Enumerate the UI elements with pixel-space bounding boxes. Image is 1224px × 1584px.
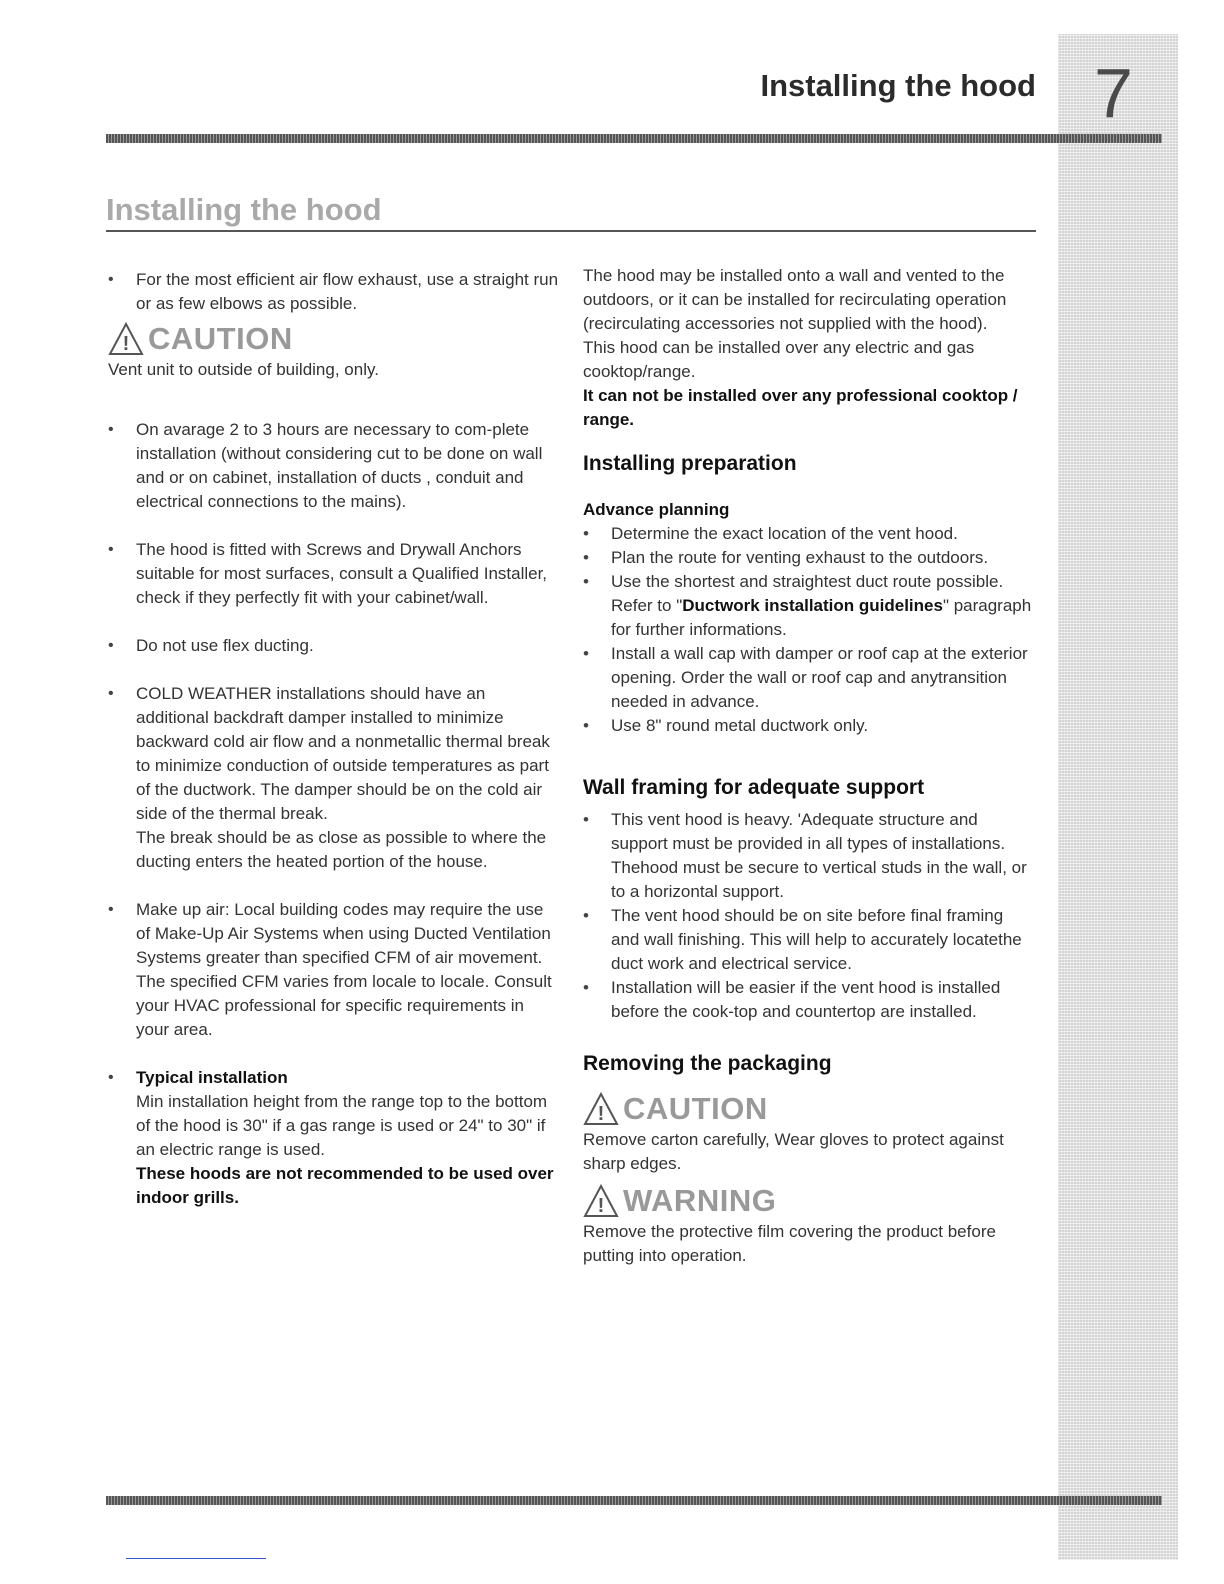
list-item: • For the most efficient air flow exhaust, use a straight run or as few elbows as possible. bbox=[108, 268, 560, 316]
list-item: • This vent hood is heavy. 'Adequate structure and support must be provided in all types of installations. Thehood must be secure to vertical studs in the wall, or to a horizontal support. bbox=[583, 808, 1035, 904]
list-item bbox=[108, 682, 560, 874]
wall-framing-heading: Wall framing for adequate support bbox=[583, 776, 925, 799]
list-item-text: Refer to " bbox=[611, 596, 683, 615]
typical-installation-heading: • Typical installation bbox=[136, 1068, 288, 1087]
grill-warning-text: These hoods are not recommended to be used over indoor grills. bbox=[136, 1164, 554, 1207]
removing-packaging-heading: Removing the packaging bbox=[583, 1052, 832, 1075]
left-column bbox=[108, 268, 560, 1234]
list-item: • Install a wall cap with damper or roof cap at the exterior opening. Order the wall or roof cap and anytransition needed in advance. bbox=[583, 642, 1035, 714]
list-item-text: Use the shortest and straightest duct route possible. bbox=[611, 572, 1004, 591]
caution-text: Vent unit to outside of building, only. bbox=[108, 360, 379, 379]
list-item: • Installation will be easier if the vent hood is installed before the cook-top and countertop are installed. bbox=[583, 976, 1035, 1024]
intro-text: This hood can be installed over any electric and gas cooktop/range. bbox=[583, 338, 975, 381]
page-number: 7 bbox=[1094, 54, 1133, 132]
top-rule bbox=[106, 134, 1162, 143]
warning-triangle-icon bbox=[583, 1092, 619, 1126]
header-title: Installing the hood bbox=[760, 68, 1036, 103]
list-item-text: " paragraph for further informations. bbox=[611, 596, 1032, 639]
warning-text: Remove the protective film covering the product before putting into operation. bbox=[583, 1222, 996, 1265]
bottom-rule bbox=[106, 1496, 1162, 1505]
list-item: • Use 8" round metal ductwork only. bbox=[583, 714, 1035, 738]
intro-bold-text: It can not be installed over any professional cooktop / range. bbox=[583, 386, 1018, 429]
installing-preparation-heading: Installing preparation bbox=[583, 452, 797, 475]
warning-triangle-icon bbox=[583, 1184, 619, 1218]
caution-label: CAUTION bbox=[148, 321, 293, 356]
caution-block bbox=[108, 322, 560, 356]
list-item-text: Min installation height from the range top to the bottom of the hood is 30" if a gas range is used or 24" to 30" if an electric range is used. bbox=[136, 1092, 548, 1159]
warning-block bbox=[583, 1184, 1035, 1218]
list-item-text: COLD WEATHER installations should have an additional backdraft damper installed to minimize backward cold air flow and a nonmetallic thermal break to minimize conduction of outside temperatures as part of the ductwork. The damper should be on the cold air side of the thermal break. bbox=[136, 684, 550, 823]
caution-block bbox=[583, 1092, 1035, 1126]
caution-text: Remove carton carefully, Wear gloves to protect against sharp edges. bbox=[583, 1130, 1004, 1173]
intro-text: The hood may be installed onto a wall and vented to the outdoors, or it can be installed for recirculating operation (recirculating accessories not supplied with the hood). bbox=[583, 266, 1007, 333]
list-item: • The vent hood should be on site before final framing and wall finishing. This will help to accurately locatethe duct work and electrical service. bbox=[583, 904, 1035, 976]
footer-link-line bbox=[126, 1558, 266, 1559]
list-item: • Plan the route for venting exhaust to the outdoors. bbox=[583, 546, 1035, 570]
svg-text:!: ! bbox=[597, 1103, 605, 1125]
list-item-text: Make up air: Local building codes may require the use of Make-Up Air Systems when using Ducted Ventilation Systems greater than specified CFM of air movement. bbox=[136, 900, 551, 967]
right-column bbox=[583, 264, 1035, 1268]
advance-planning-heading: Advance planning bbox=[583, 500, 730, 519]
section-title: Installing the hood bbox=[106, 192, 382, 227]
list-item-text: The break should be as close as possible to where the ducting enters the heated portion of the house. bbox=[136, 828, 547, 871]
list-item bbox=[108, 1066, 560, 1210]
list-item bbox=[108, 898, 560, 1042]
warning-label: WARNING bbox=[623, 1183, 777, 1218]
list-item-text: The specified CFM varies from locale to locale. Consult your HVAC professional for specific requirements in your area. bbox=[136, 972, 552, 1039]
section-rule bbox=[106, 230, 1036, 232]
svg-text:!: ! bbox=[122, 333, 130, 355]
list-item bbox=[583, 570, 1035, 642]
ductwork-guidelines-reference: Ductwork installation guidelines bbox=[682, 596, 943, 615]
side-tab-strip bbox=[1058, 34, 1178, 1560]
list-item: • Determine the exact location of the vent hood. bbox=[583, 522, 1035, 546]
svg-text:!: ! bbox=[597, 1195, 605, 1217]
list-item: • On avarage 2 to 3 hours are necessary to com-plete installation (without considering cut to be done on wall and or on cabinet, installation of ducts , conduit and electrical connections to the mains). bbox=[108, 418, 560, 514]
list-item: • The hood is fitted with Screws and Drywall Anchors suitable for most surfaces, consult a Qualified Installer, check if they perfectly fit with your cabinet/wall. bbox=[108, 538, 560, 610]
list-item: • Do not use flex ducting. bbox=[108, 634, 560, 658]
warning-triangle-icon bbox=[108, 322, 144, 356]
caution-label: CAUTION bbox=[623, 1091, 768, 1126]
